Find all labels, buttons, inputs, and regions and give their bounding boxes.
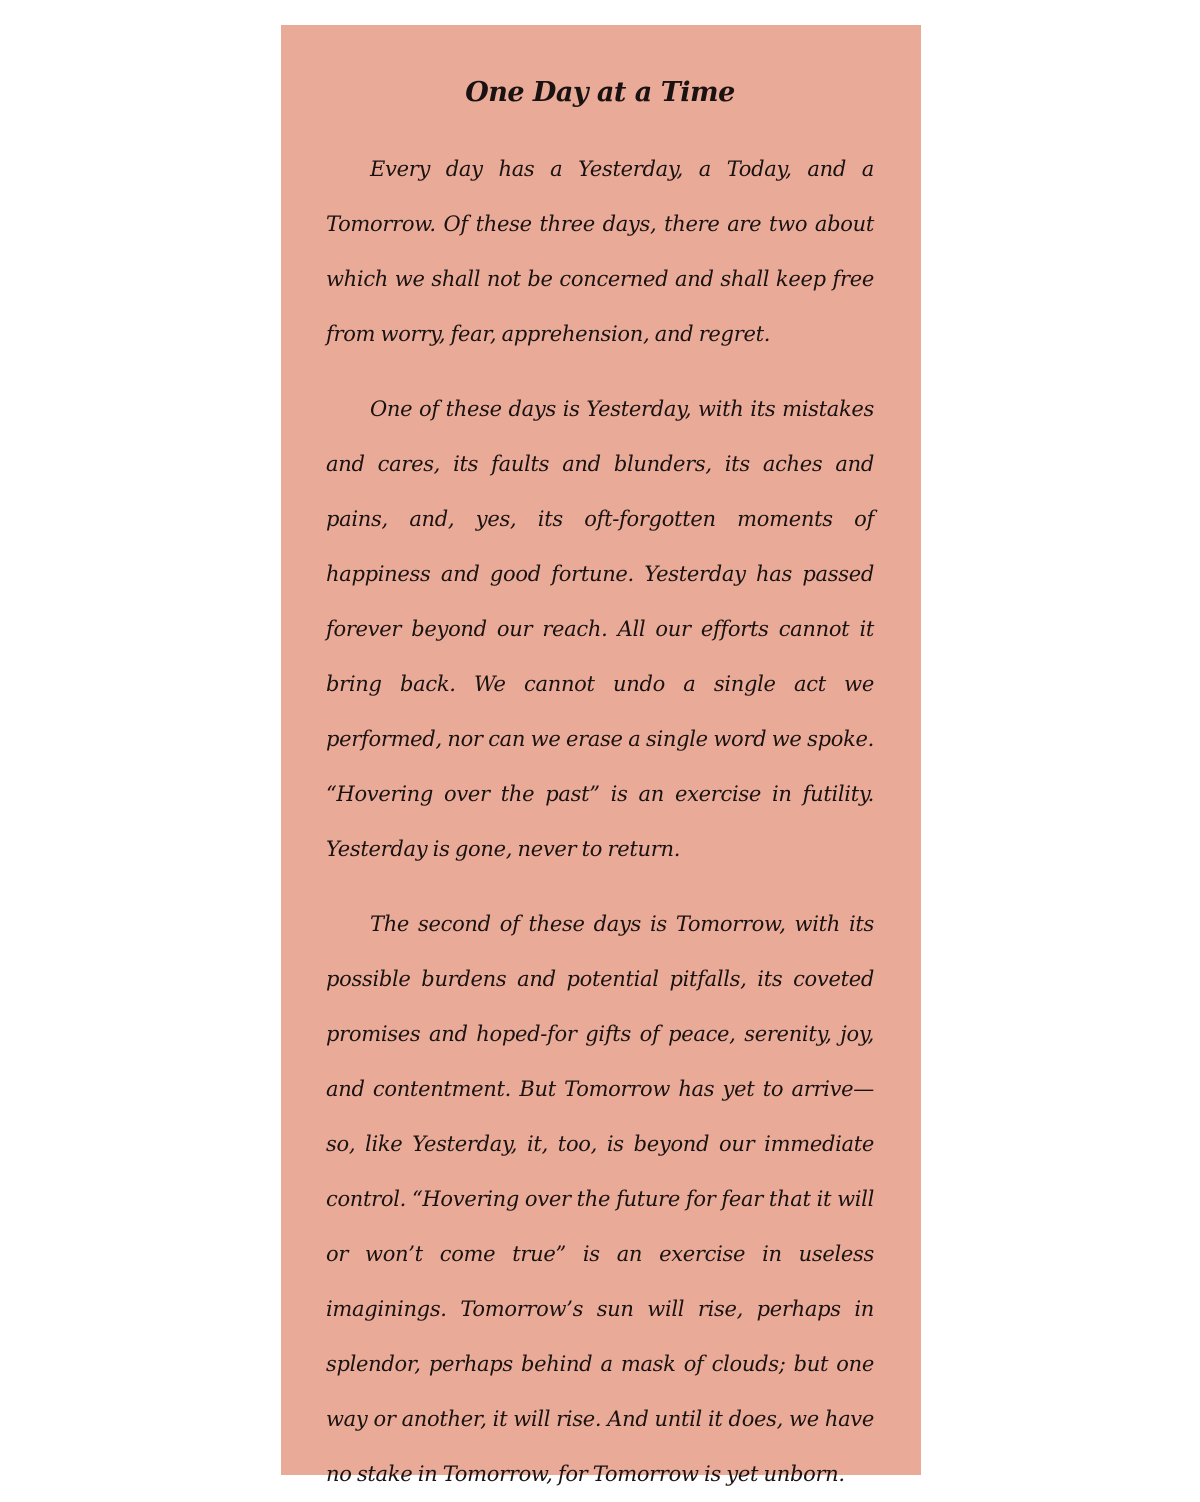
document-card: [281, 25, 921, 1486]
document-title: One Day at a Time: [465, 77, 735, 108]
paragraph-2: One of these days is Yesterday, with its mistakes and cares, its faults and blunders, its aches and pains, and, yes, its oft-forgotten moments of happiness and good fortune. Yesterday has passed forever beyond our reach. All our efforts cannot it bring back. We cannot undo a single act we performed, nor can we erase a single word we spoke. “Hovering over the past” is an exercise in futility. Yesterday is gone, never to return.: [326, 397, 874, 861]
paragraph-3: The second of these days is Tomorrow, with its possible burdens and potential pitfalls, its coveted promises and hoped-for gifts of peace, serenity, joy, and contentment. But Tomorrow has yet to arrive—so, like Yesterday, it, too, is beyond our immediate control. “Hovering over the future for fear that it will or won’t come true” is an exercise in useless imaginings. Tomorrow’s sun will rise, perhaps in splendor, perhaps behind a mask of clouds; but one way or another, it will rise. And until it does, we have no stake in Tomorrow, for Tomorrow is yet unborn.: [326, 912, 874, 1486]
paragraph-1: Every day has a Yesterday, a Today, and a Tomorrow. Of these three days, there are two about which we shall not be concerned and shall keep free from worry, fear, apprehension, and regret.: [326, 157, 874, 346]
